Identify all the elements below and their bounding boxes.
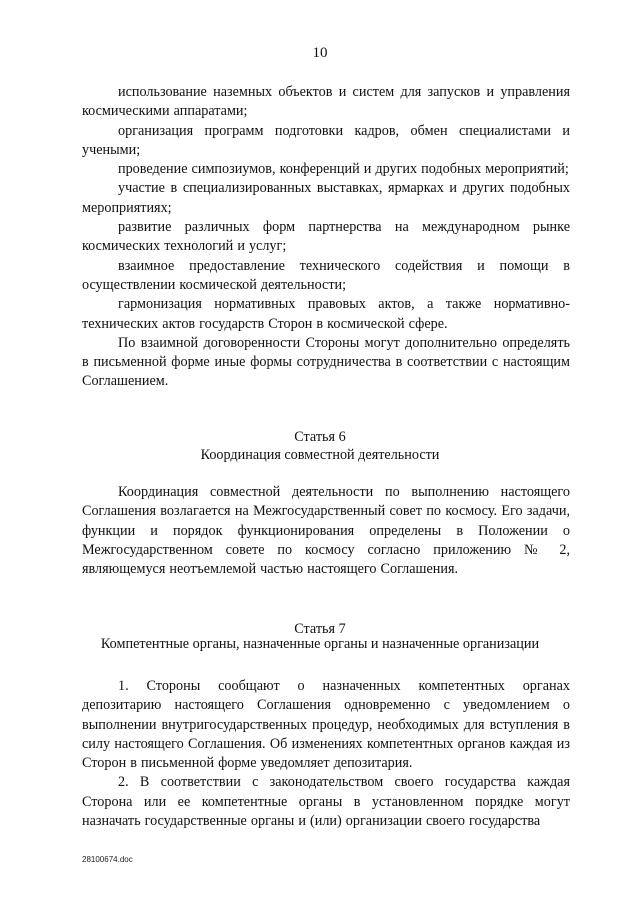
article-7-title: Компетентные органы, назначенные органы и назначенные организации (100, 636, 540, 652)
list-item: участие в специализированных выставках, ярмарках и других подобных мероприятиях; (82, 180, 570, 216)
list-item: организация программ подготовки кадров, обмен специалистами и учеными; (82, 122, 570, 158)
article-6-number: Статья 6 (294, 429, 346, 445)
paragraph: 2. В соответствии с законодательством своего государства каждая Сторона или ее компетентные органы в установленном порядке могут назначать государственные органы и (или) организации своего государства (82, 774, 570, 830)
article-6-title: Координация совместной деятельности (200, 447, 440, 463)
paragraph: По взаимной договоренности Стороны могут дополнительно определять в письменной форме иные формы сотрудничества в соответствии с настоящим Соглашением. (82, 334, 570, 390)
article-7-number: Статья 7 (294, 621, 346, 637)
article-6-body (82, 483, 570, 579)
article-7-body (82, 677, 570, 831)
paragraph: 1. Стороны сообщают о назначенных компетентных органах депозитарию настоящего Соглашения одновременно с уведомлением о выполнении внутригосударственных процедур, необходимых для вступления в силу настоящего Соглашения. Об изменениях компетентных органов каждая из Сторон в письменной форме уведомляет депозитария. (82, 678, 570, 772)
list-item: взаимное предоставление технического содействия и помощи в осуществлении космической деятельности; (82, 257, 570, 293)
list-item: использование наземных объектов и систем для запусков и управления космическими аппаратами; (82, 84, 570, 120)
list-item: проведение симпозиумов, конференций и других подобных мероприятий; (118, 161, 569, 178)
file-name-footer: 28100674.doc (82, 855, 133, 864)
list-item: гармонизация нормативных правовых актов, а также нормативно-технических актов государств Сторон в космической сфере. (82, 296, 570, 332)
page-number: 10 (312, 45, 328, 61)
list-item: развитие различных форм партнерства на международном рынке космических технологий и услуг; (82, 219, 570, 255)
cooperation-forms-list (82, 83, 570, 392)
paragraph: Координация совместной деятельности по выполнению настоящего Соглашения возлагается на Межгосударственный совет по космосу. Его задачи, функции и порядок функционирования определены в Положении о Межгосударственном совете по космосу согласно приложению № 2, являющемуся неотъемлемой частью настоящего Соглашения. (82, 484, 570, 578)
